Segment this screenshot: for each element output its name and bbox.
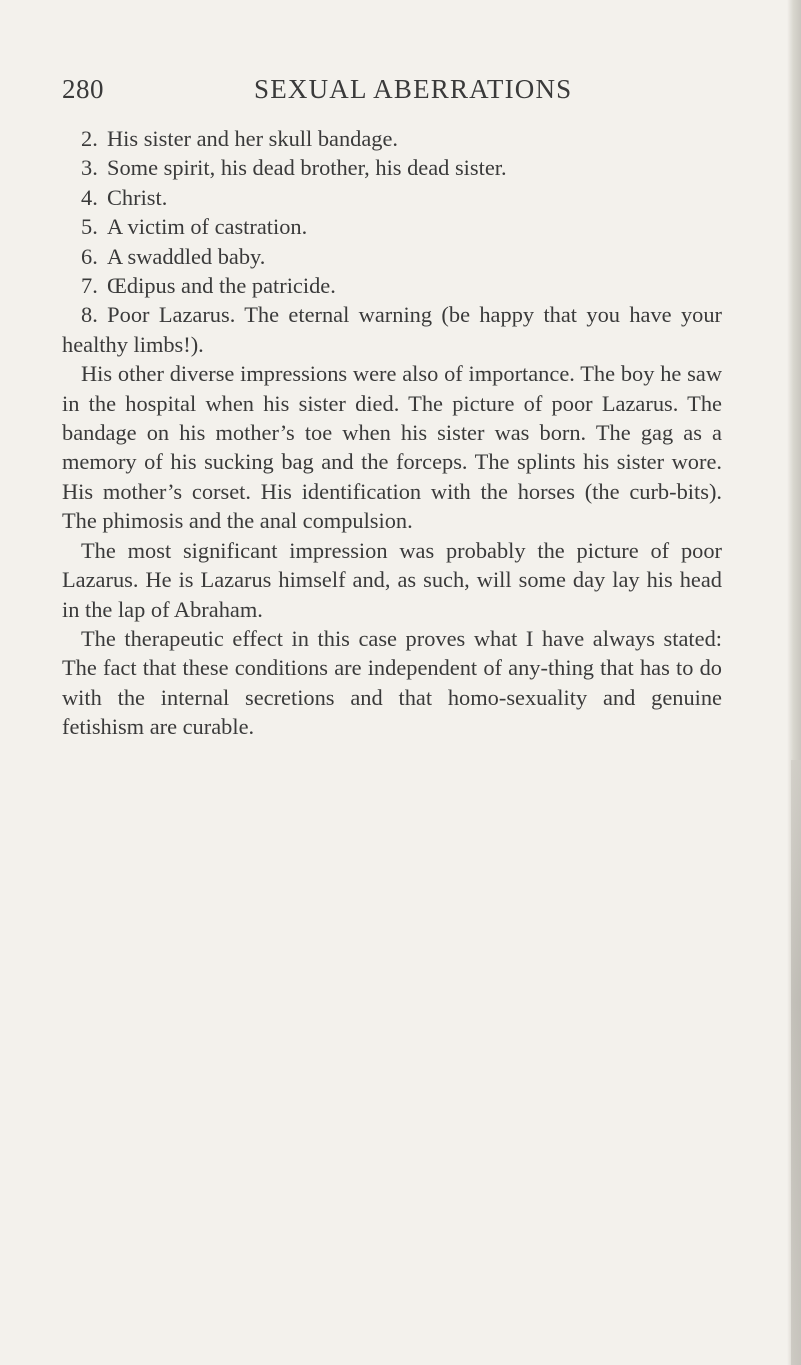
page-number: 280 xyxy=(62,74,104,104)
list-item-text: Œdipus and the patricide. xyxy=(107,273,336,299)
list-item-text: Poor Lazarus. The eternal warning (be happy that you have your healthy limbs!). xyxy=(62,302,722,357)
list-item xyxy=(62,183,722,212)
list-item-text: Christ. xyxy=(107,184,168,210)
list-item-number: 7. xyxy=(81,273,98,299)
list-item xyxy=(62,300,722,359)
page-edge-shadow-lower xyxy=(791,760,801,1365)
list-item xyxy=(62,271,722,300)
list-item xyxy=(62,124,722,153)
list-item-text: A swaddled baby. xyxy=(107,243,266,269)
paragraph: The therapeutic effect in this case proves what I have always stated: The fact that these conditions are independent of any-thing that has to do with the internal secretions and that homo-sexuality and genuine fetishism are curable. xyxy=(62,625,722,740)
page-header xyxy=(62,74,722,110)
paragraph: The most significant impression was probably the picture of poor Lazarus. He is Lazarus himself and, as such, will some day lay his head in the lap of Abraham. xyxy=(62,537,722,622)
list-item-number: 6. xyxy=(81,243,98,269)
body-text xyxy=(62,124,722,742)
list-item-number: 2. xyxy=(81,126,98,151)
list-item xyxy=(62,242,722,271)
list-item-number: 3. xyxy=(81,155,98,181)
list-item-number: 5. xyxy=(81,214,98,240)
list-item-text: His sister and her skull bandage. xyxy=(107,126,399,151)
list-item-number: 4. xyxy=(81,184,98,210)
running-title: SEXUAL ABERRATIONS xyxy=(254,74,573,104)
list-item-text: Some spirit, his dead brother, his dead sister. xyxy=(107,155,507,181)
list-item-text: A victim of castration. xyxy=(107,214,308,240)
list-item xyxy=(62,153,722,182)
list-item-number: 8. xyxy=(81,302,98,328)
list-item xyxy=(62,212,722,241)
paragraph: His other diverse impressions were also of importance. The boy he saw in the hospital when his sister died. The picture of poor Lazarus. The bandage on his mother’s toe when his sister was born. The gag as a memory of his sucking bag and the forceps. The splints his sister wore. His mother’s corset. His identification with the horses (the curb-bits). The phimosis and the anal compulsion. xyxy=(62,361,722,534)
